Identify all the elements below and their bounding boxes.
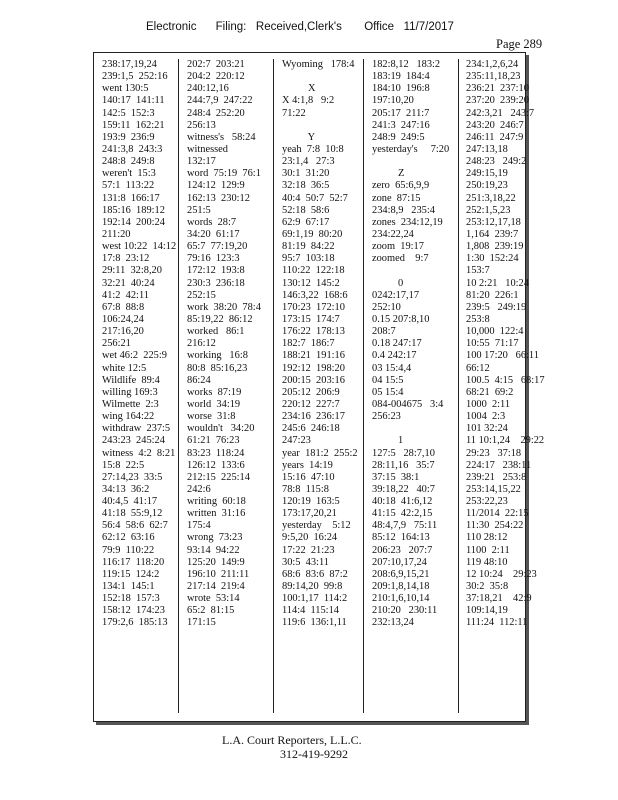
index-entry: word 75:19 76:1 (187, 168, 261, 180)
index-entry: zoomed 9:7 (372, 253, 429, 265)
index-entry: 253:14,15,22 (466, 483, 521, 495)
index-entry: witness's 58:24 (187, 131, 256, 143)
index-entry: 250:19,23 (466, 180, 508, 192)
index-entry: 239:5 249:19 (466, 301, 527, 313)
index-entry: worse 31:8 (187, 411, 236, 423)
index-entry: 239:1,5 252:16 (102, 71, 168, 83)
index-entry: 116:17 118:20 (102, 556, 165, 568)
index-entry: 234:22,24 (372, 228, 414, 240)
index-entry: 04 15:5 (372, 374, 404, 386)
index-entry (282, 120, 363, 132)
index-entry: 40:4,5 41:17 (102, 496, 158, 508)
index-entry: 125:20 149:9 (187, 556, 245, 568)
index-entry: 85:19,22 86:12 (187, 313, 253, 325)
index-entry: 241:3,8 243:3 (102, 143, 163, 155)
index-entry: 1:30 152:24 (466, 253, 519, 265)
index-entry: yesterday 5:12 (282, 520, 351, 532)
index-entry: zoom 19:17 (372, 241, 424, 253)
index-entry: yeah 7:8 10:8 (282, 143, 344, 155)
index-entry: 159:11 162:21 (102, 119, 165, 131)
index-entry: 28:11,16 35:7 (372, 459, 435, 471)
index-entry: 1004 2:3 (466, 411, 506, 423)
index-entry: 0242:17,17 (372, 289, 420, 301)
index-entry: 62:12 63:16 (102, 532, 155, 544)
index-entry: 0.4 242:17 (372, 350, 417, 362)
index-entry: 30:2 35:8 (466, 581, 509, 593)
index-entry: 65:2 81:15 (187, 605, 235, 617)
index-entry: works 87:19 (187, 386, 242, 398)
index-entry: 200:15 203:16 (282, 374, 345, 386)
index-entry: 30:1 31:20 (282, 168, 330, 180)
index-entry: 32:21 40:24 (102, 277, 155, 289)
index-entry: 130:12 145:2 (282, 277, 340, 289)
footer-phone: 312-419-9292 (280, 747, 348, 761)
index-entry: 247:13,18 (466, 143, 508, 155)
index-entry: 100 17:20 66:11 (466, 350, 539, 362)
index-entry: 34:13 36:2 (102, 483, 150, 495)
index-entry: 41:15 42:2,15 (372, 508, 433, 520)
index-entry: 230:3 236:18 (187, 277, 245, 289)
index-entry: 78:8 115:8 (282, 483, 329, 495)
index-entry: wet 46:2 225:9 (102, 350, 167, 362)
index-entry: 153:7 (466, 265, 490, 277)
index-entry: 152:18 157:3 (102, 593, 160, 605)
index-entry: 252:10 (372, 301, 401, 313)
index-entry: 106:24,24 (102, 313, 144, 325)
index-entry: wrong 73:23 (187, 532, 243, 544)
index-entry: 192:12 198:20 (282, 362, 345, 374)
index-entry: 208:6,9,15,21 (372, 568, 430, 580)
index-entry: white 12:5 (102, 362, 147, 374)
index-entry: 249:15,19 (466, 168, 508, 180)
index-entry: 17:22 21:23 (282, 544, 335, 556)
index-entry: 9:5,20 16:24 (282, 532, 338, 544)
index-entry: 171:15 (187, 617, 216, 629)
index-entry: 253:12,17,18 (466, 216, 521, 228)
index-entry: 52:18 58:6 (282, 204, 330, 216)
index-entry: 23:1,4 27:3 (282, 156, 335, 168)
index-entry: weren't 15:3 (102, 168, 156, 180)
index-entry: 204:2 220:12 (187, 71, 245, 83)
index-entry: 182:7 186:7 (282, 338, 335, 350)
index-entry: 119 48:10 (466, 556, 508, 568)
index-entry: 110:22 122:18 (282, 265, 345, 277)
index-entry: 234:16 236:17 (282, 411, 345, 423)
index-entry: 252:15 (187, 289, 216, 301)
index-entry: 240:12,16 (187, 83, 229, 95)
index-entry: X 4:1,8 9:2 (282, 95, 335, 107)
index-entry: 208:7 (372, 326, 396, 338)
index-entry: 162:13 230:12 (187, 192, 250, 204)
index-entry: 212:15 225:14 (187, 471, 250, 483)
index-entry: 109:14,19 (466, 605, 508, 617)
index-entry: 127:5 28:7,10 (372, 447, 435, 459)
index-entry: years 14:19 (282, 459, 333, 471)
index-entry: 244:7,9 247:22 (187, 95, 253, 107)
index-entry: 56:4 58:6 62:7 (102, 520, 168, 532)
index-entry: 68:21 69:2 (466, 386, 514, 398)
index-entry: 124:12 129:9 (187, 180, 245, 192)
index-entry: 89:14,20 99:8 (282, 581, 343, 593)
index-entry: 243:20 246:7 (466, 119, 524, 131)
index-entry: 256:21 (102, 338, 131, 350)
filing-stamp: Electronic Filing: Received,Clerk's Office 11/7/2017 (146, 21, 454, 33)
index-entry: 183:19 184:4 (372, 71, 430, 83)
index-entry: 93:14 94:22 (187, 544, 240, 556)
page-number: Page 289 (496, 37, 543, 51)
index-entry: 37:18,21 42:9 (466, 593, 532, 605)
index-entry: 246:11 247:9 (466, 131, 524, 143)
index-entry: 10:55 71:17 (466, 338, 519, 350)
index-column-4 (364, 59, 459, 713)
index-entry: 209:1,8,14,18 (372, 581, 430, 593)
index-entry: 100:1,17 114:2 (282, 593, 348, 605)
index-entry: 1 (372, 435, 404, 447)
index-entry: 197:10,20 (372, 95, 414, 107)
index-entry: 205:12 206:9 (282, 386, 340, 398)
index-entry: world 34:19 (187, 398, 241, 410)
index-entry: work 38:20 78:4 (187, 301, 261, 313)
index-entry: 193:9 236:9 (102, 131, 155, 143)
index-entry: 57:1 113:22 (102, 180, 155, 192)
index-entry: 61:21 76:23 (187, 435, 240, 447)
index-entry: Y (282, 131, 316, 143)
index-entry: witness 4:2 8:21 (102, 447, 176, 459)
index-entry: 172:12 193:8 (187, 265, 245, 277)
index-entry: 1000 2:11 (466, 398, 511, 410)
index-entry: 184:10 196:8 (372, 83, 430, 95)
index-entry: withdraw 237:5 (102, 423, 171, 435)
index-entry: 185:16 189:12 (102, 204, 165, 216)
index-entry: zero 65:6,9,9 (372, 180, 430, 192)
index-entry: 175:4 (187, 520, 211, 532)
index-entry: 234:8,9 235:4 (372, 204, 435, 216)
index-entry: 242:3,21 243:7 (466, 107, 535, 119)
index-entry: 182:8,12 183:2 (372, 59, 441, 70)
index-entry: 256:23 (372, 411, 401, 423)
index-entry: zones 234:12,19 (372, 216, 443, 228)
index-entry: 114:4 115:14 (282, 605, 339, 617)
index-entry: Wildlife 89:4 (102, 374, 160, 386)
index-entry: 170:23 172:10 (282, 301, 345, 313)
index-entry: X (282, 83, 316, 95)
index-entry: worked 86:1 (187, 326, 245, 338)
index-entry: 71:22 (282, 107, 306, 119)
index-entry: Wilmette 2:3 (102, 398, 159, 410)
index-entry: 119:15 124:2 (102, 568, 160, 580)
index-entry: 48:4,7,9 75:11 (372, 520, 438, 532)
index-entry: 205:17 211:7 (372, 107, 430, 119)
index-entry: 211:20 (102, 228, 131, 240)
index-entry: 243:23 245:24 (102, 435, 165, 447)
index-entry: 084-004675 3:4 (372, 398, 444, 410)
index-entry: 140:17 141:11 (102, 95, 165, 107)
index-entry: 03 15:4,4 (372, 362, 412, 374)
index-entry: 79:16 123:3 (187, 253, 240, 265)
index-entry: 188:21 191:16 (282, 350, 345, 362)
index-entry: 10 2:21 10:24 (466, 277, 529, 289)
index-entry: 66:12 (466, 362, 490, 374)
index-entry: 79:9 110:22 (102, 544, 155, 556)
index-entry: west 10:22 14:12 (102, 241, 177, 253)
index-entry: 238:17,19,24 (102, 59, 157, 70)
index-entry: 41:2 42:11 (102, 289, 149, 301)
index-entry: wrote 53:14 (187, 593, 240, 605)
index-entry: 253:8 (466, 313, 490, 325)
index-entry: 10,000 122:4 (466, 326, 524, 338)
index-entry: 251:3,18,22 (466, 192, 516, 204)
index-entry: 252:1,5,23 (466, 204, 511, 216)
index-entry: 241:3 247:16 (372, 119, 430, 131)
index-entry: 39:18,22 40:7 (372, 483, 435, 495)
index-entry: 134:1 145:1 (102, 581, 155, 593)
index-entry: 196:10 211:11 (187, 568, 250, 580)
index-entry: 62:9 67:17 (282, 216, 330, 228)
index-entry: went 130:5 (102, 83, 149, 95)
index-entry: 173:17,20,21 (282, 508, 337, 520)
index-entry: 253:22,23 (466, 496, 508, 508)
index-entry: 27:14,23 33:5 (102, 471, 163, 483)
index-entry: 83:23 118:24 (187, 447, 245, 459)
index-entry: 110 28:12 (466, 532, 508, 544)
index-entry: 68:6 83:6 87:2 (282, 568, 348, 580)
index-entry: 1100 2:11 (466, 544, 510, 556)
index-entry: working 16:8 (187, 350, 248, 362)
index-entry: writing 60:18 (187, 496, 246, 508)
index-entry: 202:7 203:21 (187, 59, 245, 70)
index-column-5 (459, 59, 545, 713)
index-entry: 17:8 23:12 (102, 253, 150, 265)
index-entry: 0.15 207:8,10 (372, 313, 430, 325)
index-entry: 29:23 37:18 (466, 447, 522, 459)
index-entry: 210:1,6,10,14 (372, 593, 430, 605)
index-entry: 217:16,20 (102, 326, 144, 338)
index-entry: 1,164 239:7 (466, 228, 519, 240)
index-entry (372, 423, 458, 435)
index-entry: 119:6 136:1,11 (282, 617, 347, 629)
index-entry: 15:8 22:5 (102, 459, 145, 471)
index-entry: written 31:16 (187, 508, 246, 520)
index-entry: 41:18 55:9,12 (102, 508, 163, 520)
index-entry: 224:17 238:11 (466, 459, 532, 471)
index-entry: 248:23 249:2 (466, 156, 527, 168)
index-entry (372, 265, 458, 277)
index-entry: 111:24 112:11 (466, 617, 528, 629)
index-entry: 217:14 219:4 (187, 581, 245, 593)
index-entry: 256:13 (187, 119, 216, 131)
index-entry: 12 10:24 29:23 (466, 568, 537, 580)
index-entry: 69:1,19 80:20 (282, 228, 343, 240)
index-entry: 236:21 237:10 (466, 83, 529, 95)
index-entry: 37:15 38:1 (372, 471, 420, 483)
index-entry: willing 169:3 (102, 386, 158, 398)
index-entry: 85:12 164:13 (372, 532, 430, 544)
index-entry: 158:12 174:23 (102, 605, 165, 617)
index-entry: 81:20 226:1 (466, 289, 519, 301)
index-entry: 0 (372, 277, 404, 289)
index-entry: 80:8 85:16,23 (187, 362, 248, 374)
index-entry: 192:14 200:24 (102, 216, 165, 228)
index-entry: year 181:2 255:2 (282, 447, 358, 459)
index-entry: 242:6 (187, 483, 211, 495)
index-entry: 30:5 43:11 (282, 556, 329, 568)
footer-company: L.A. Court Reporters, L.L.C. (222, 733, 362, 747)
index-entry: 101 32:24 (466, 423, 508, 435)
index-entry: 11 10:1,24 29:22 (466, 435, 545, 447)
index-entry: 210:20 230:11 (372, 605, 438, 617)
index-entry: 95:7 103:18 (282, 253, 335, 265)
index-entry: Wyoming 178:4 (282, 59, 355, 70)
index-entry: 235:11,18,23 (466, 71, 521, 83)
index-entry: 126:12 133:6 (187, 459, 245, 471)
index-entry: 179:2,6 185:13 (102, 617, 168, 629)
index-entry: 131:8 166:17 (102, 192, 160, 204)
index-entry: 65:7 77:19,20 (187, 241, 248, 253)
index-entry: 132:17 (187, 156, 216, 168)
index-entry: 245:6 246:18 (282, 423, 340, 435)
index-entry: yesterday's 7:20 (372, 143, 450, 155)
index-entry: 34:20 61:17 (187, 228, 240, 240)
index-entry: 176:22 178:13 (282, 326, 345, 338)
index-entry: words 28:7 (187, 216, 237, 228)
index-entry: 15:16 47:10 (282, 471, 335, 483)
index-column-3 (274, 59, 364, 713)
index-column-1 (94, 59, 179, 713)
index-entry (282, 71, 363, 83)
index-entry: wing 164:22 (102, 411, 155, 423)
index-entry: 248:4 252:20 (187, 107, 245, 119)
index-entry: 173:15 174:7 (282, 313, 340, 325)
index-entry: 206:23 207:7 (372, 544, 433, 556)
index-entry: 29:11 32:8,20 (102, 265, 162, 277)
index-entry: witnessed (187, 143, 228, 155)
index-entry: 81:19 84:22 (282, 241, 335, 253)
index-entry: 247:23 (282, 435, 311, 447)
index-entry: 248:9 249:5 (372, 131, 425, 143)
index-entry: 11/2014 22:15 (466, 508, 529, 520)
index-column-2 (179, 59, 274, 713)
index-entry: Z (372, 168, 405, 180)
index-entry: 40:4 50:7 52:7 (282, 192, 348, 204)
index-entry: 207:10,17,24 (372, 556, 427, 568)
index-entry: 120:19 163:5 (282, 496, 340, 508)
index-entry: 142:5 152:3 (102, 107, 155, 119)
index-entry: 0.18 247:17 (372, 338, 422, 350)
index-entry: 216:12 (187, 338, 216, 350)
index-entry: zone 87:15 (372, 192, 421, 204)
index-entry: 232:13,24 (372, 617, 414, 629)
index-entry: 05 15:4 (372, 386, 404, 398)
index-entry: 100.5 4:15 68:17 (466, 374, 545, 386)
index-entry: 40:18 41:6,12 (372, 496, 433, 508)
index-entry: 1,808 239:19 (466, 241, 524, 253)
index-entry: 11:30 254:22 (466, 520, 524, 532)
index-entry: 251:5 (187, 204, 211, 216)
index-entry: wouldn't 34:20 (187, 423, 255, 435)
index-entry: 146:3,22 168:6 (282, 289, 348, 301)
index-entry (372, 156, 458, 168)
index-entry: 239:21 253:8 (466, 471, 527, 483)
index-table (93, 52, 545, 722)
index-entry: 32:18 36:5 (282, 180, 330, 192)
index-entry: 86:24 (187, 374, 211, 386)
index-entry: 248:8 249:8 (102, 156, 155, 168)
index-entry: 234:1,2,6,24 (466, 59, 519, 70)
index-entry: 220:12 227:7 (282, 398, 340, 410)
index-entry: 67:8 88:8 (102, 301, 145, 313)
index-entry: 237:20 239:20 (466, 95, 529, 107)
